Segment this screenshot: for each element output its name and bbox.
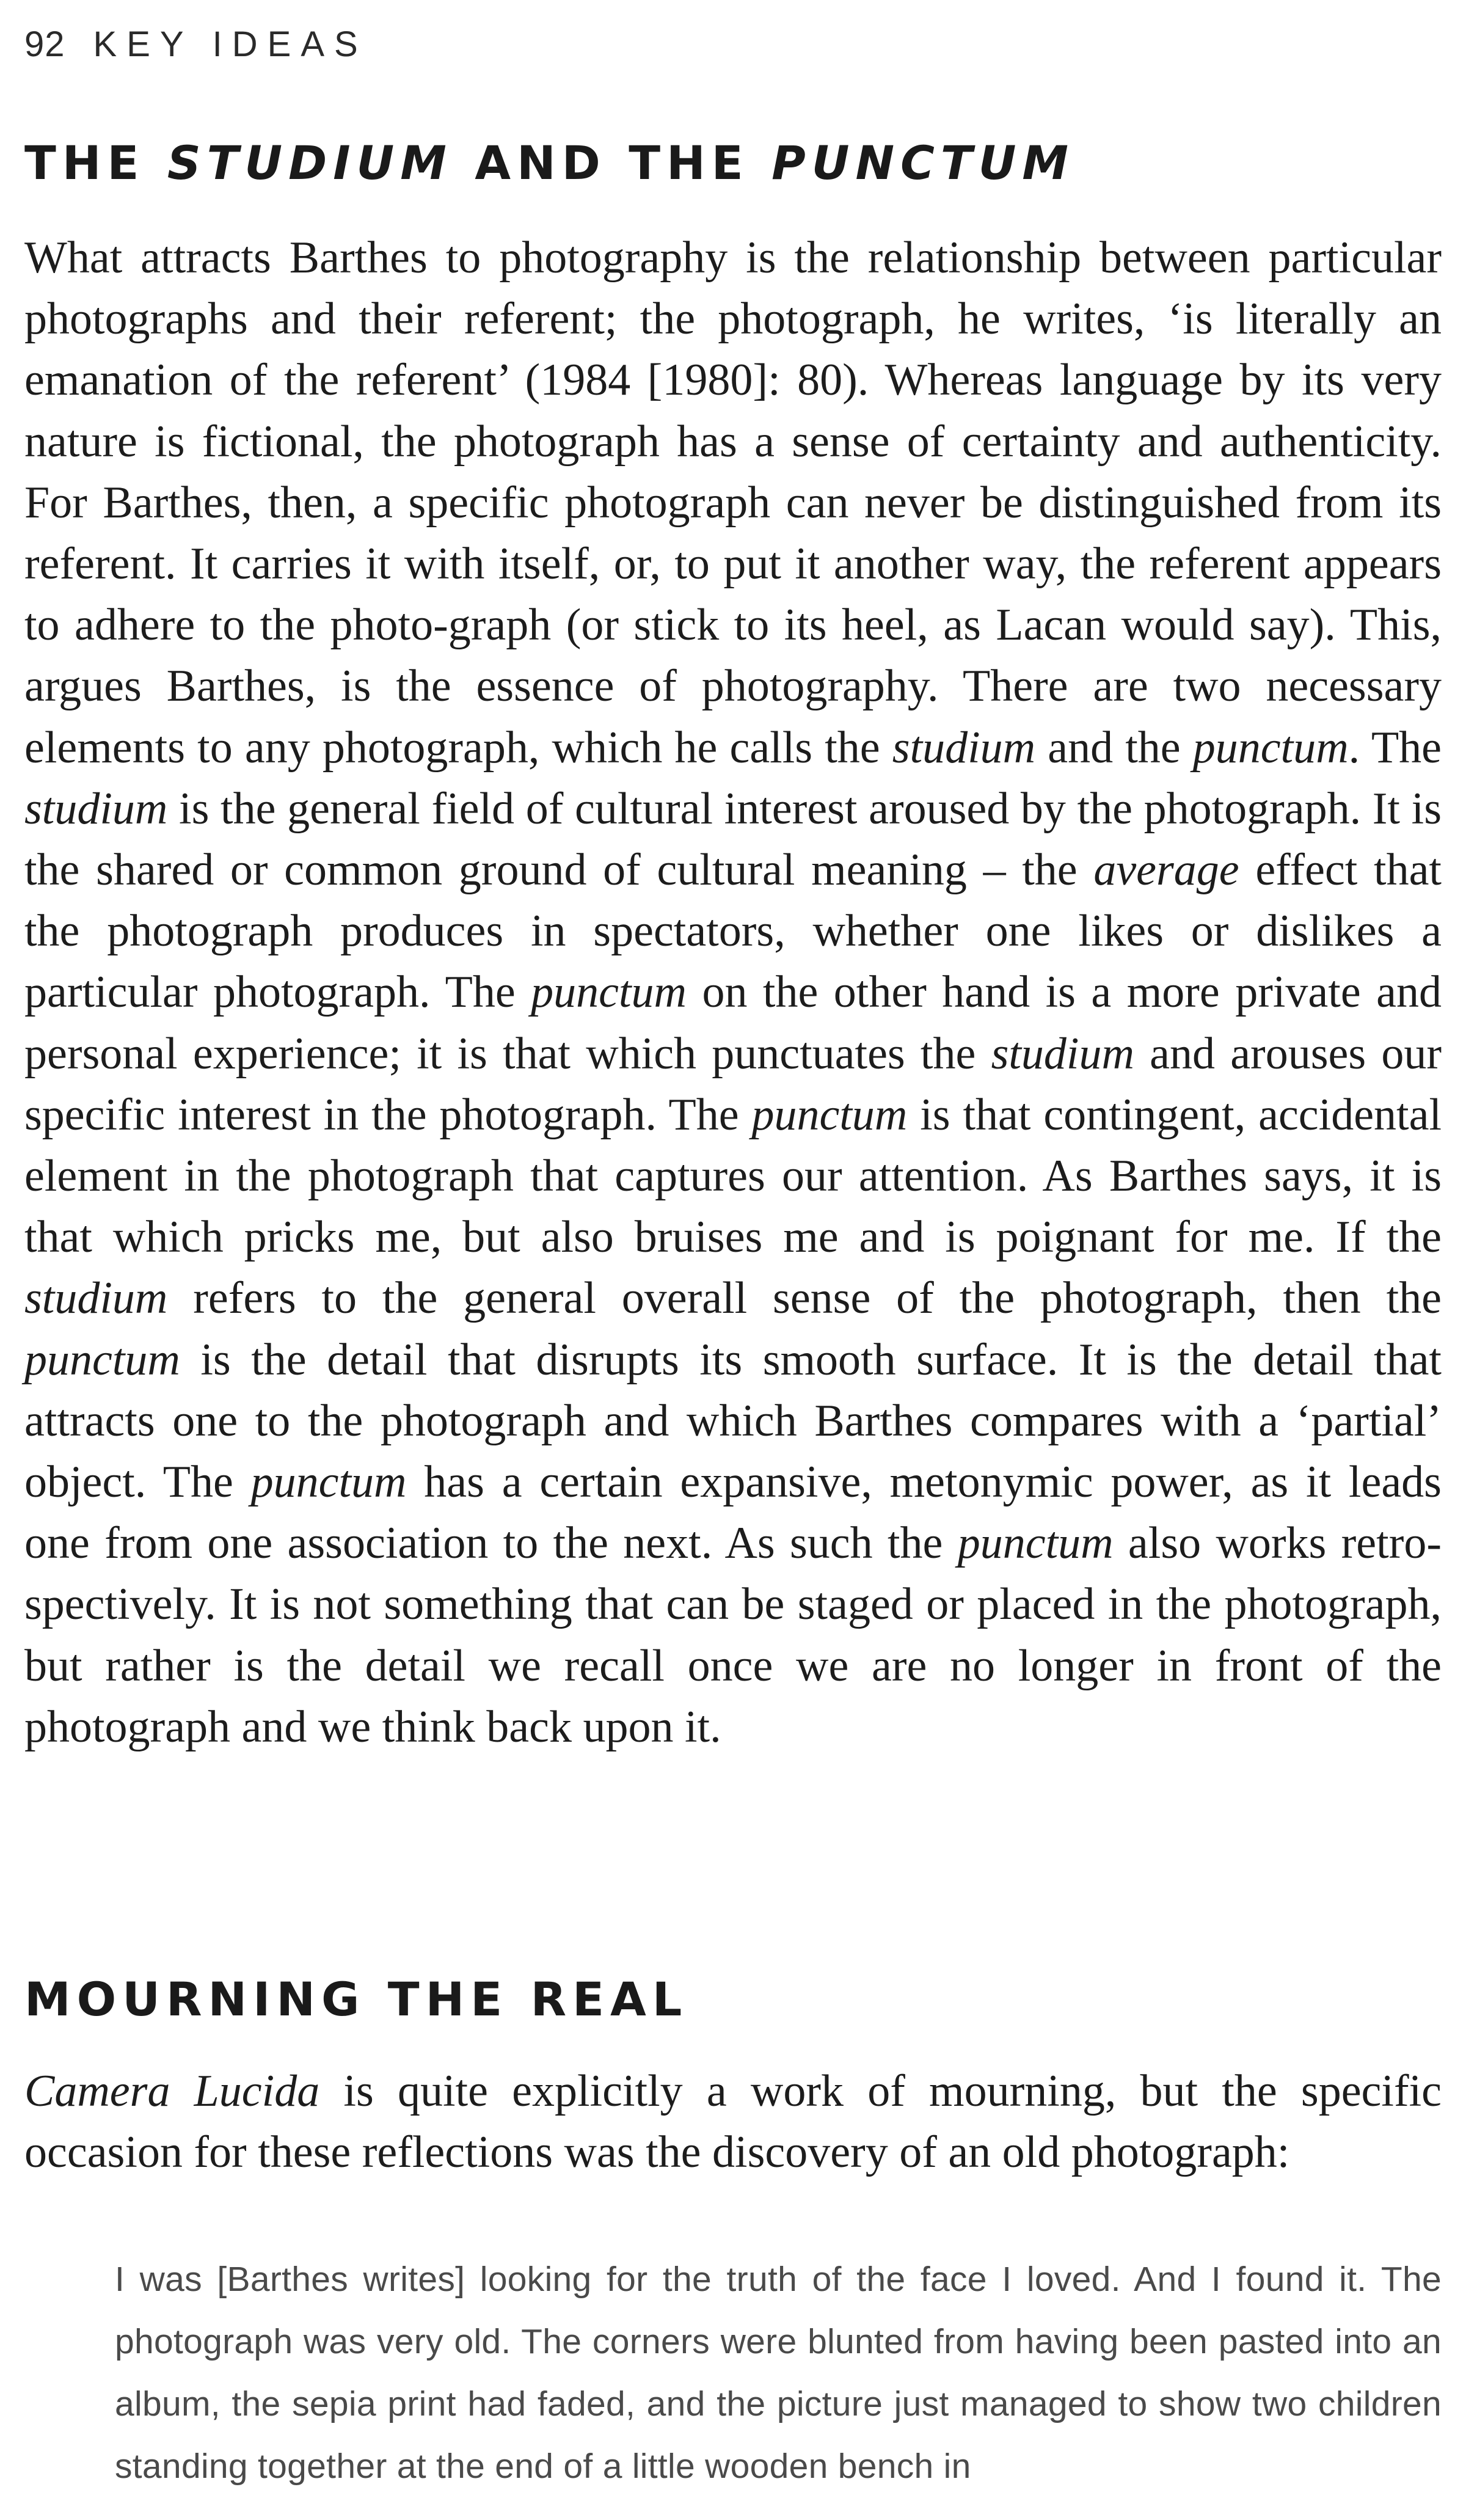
section-heading-mourning-the-real: MOURNING THE REAL xyxy=(24,1972,688,2026)
section-heading-studium-punctum: THE STUDIUM AND THE PUNCTUM xyxy=(24,136,1075,190)
body-paragraph-mourning: Camera Lucida is quite explicitly a work of mourning, but the specific occasion for these reflections was the discovery of an old photograph: xyxy=(24,2066,1442,2178)
block-quote: I was [Barthes writes] looking for the truth of the face I loved. And I found it. The photograph was very old. The corners were blunted from having been pasted into an album, the sepia print had faded, and the picture just managed to show two children standing together at the end of a little wooden bench in xyxy=(115,2260,1442,2486)
running-head xyxy=(24,23,368,66)
running-title: KEY IDEAS xyxy=(93,24,368,64)
body-paragraph-studium-punctum: What attracts Barthes to photography is the relationship between particular photographs and their referent; the photograph, he writes, ‘is literally an emanation of the referent’ (1984 [1980]: 80). Whereas language by its very nature is fictional, the photograph has a sense of certainty and authenticity. For Barthes, then, a specific photograph can never be distinguished from its referent. It carries it with itself, or, to put it another way, the referent appears to adhere to the photo-graph (or stick to its heel, as Lacan would say). This, argues Barthes, is the essence of photography. There are two necessary elements to any photograph, which he calls the studium and the punctum. The studium is the general field of cultural interest aroused by the photograph. It is the shared or common ground of cultural meaning – the average effect that the photograph produces in spectators, whether one likes or dislikes a particular photograph. The punctum on the other hand is a more private and personal experience; it is that which punctuates the studium and arouses our specific interest in the photograph. The punctum is that contingent, accidental element in the photograph that captures our attention. As Barthes says, it is that which pricks me, but also bruises me and is poignant for me. If the studium refers to the general overall sense of the photograph, then the punctum is the detail that disrupts its smooth surface. It is the detail that attracts one to the photograph and which Barthes compares with a ‘partial’ object. The punctum has a certain expansive, metonymic power, as it leads one from one association to the next. As such the punctum also works retro-spectively. It is not something that can be staged or placed in the photograph, but rather is the detail we recall once we are no longer in front of the photograph and we think back upon it. xyxy=(24,233,1442,1752)
page-number: 92 xyxy=(24,24,65,64)
